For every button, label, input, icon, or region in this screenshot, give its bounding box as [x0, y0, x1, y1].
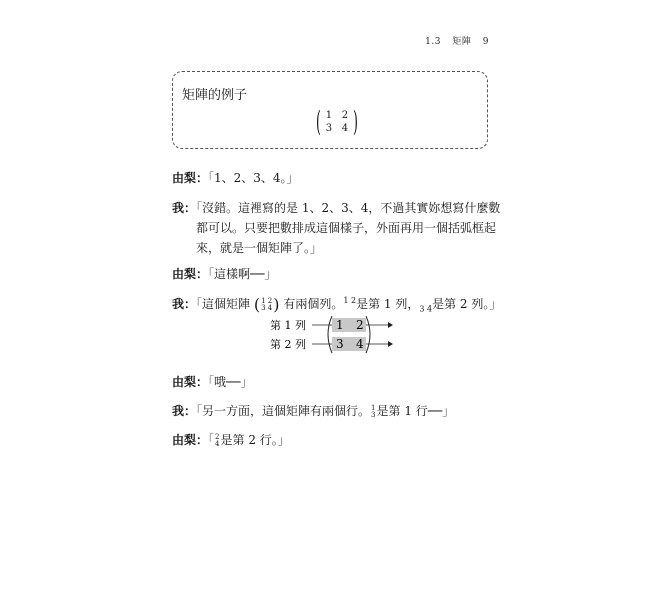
column-vector: 2 4: [215, 432, 220, 448]
left-paren: (: [316, 105, 321, 138]
row2-arrowhead: [388, 341, 393, 347]
left-paren: [328, 316, 332, 353]
matrix-cell: 3: [325, 123, 333, 134]
right-paren: [366, 316, 370, 353]
row-vector: 3 4: [419, 304, 433, 314]
dialogue-text: 是第 1 列，: [356, 297, 420, 311]
dialogue-text: 「: [208, 433, 215, 447]
dialogue-text: 「哦──」: [208, 375, 253, 389]
row2-label: 第 2 列: [270, 338, 306, 351]
dialogue-text: 「另一方面，這個矩陣有兩個行。: [196, 404, 371, 418]
row1-label: 第 1 列: [270, 319, 306, 332]
dialogue-line: [172, 372, 252, 392]
row-vector: 1 2: [343, 296, 357, 305]
cell: 2: [356, 318, 364, 332]
dialogue-text: 「沒錯。這裡寫的是 1、2、3、4，不過其實妳想寫什麼數: [196, 201, 501, 215]
dialogue-continuation: 來，就是一個矩陣了。」: [196, 241, 323, 255]
dialogue-line: [172, 264, 276, 284]
dialogue-continuation: 都可以。只要把數排成這個樣子，外面再用一個括弧框起: [196, 221, 497, 235]
speaker: 我：: [172, 404, 197, 418]
example-matrix: [313, 105, 361, 138]
matrix-cell: 4: [341, 123, 349, 134]
running-header: [417, 34, 489, 47]
right-paren: ): [352, 105, 358, 138]
matrix-cell: 1: [325, 110, 333, 121]
section-title: 矩陣: [452, 37, 472, 47]
cell: 4: [356, 337, 364, 351]
column-vector: 1 3: [371, 403, 376, 419]
dialogue-text: 「這個矩陣: [196, 297, 251, 311]
dialogue-line: [172, 430, 290, 450]
dialogue-text: 是第 2 行。」: [220, 433, 290, 447]
speaker: 由梨：: [172, 171, 209, 185]
example-box: [172, 71, 488, 149]
speaker: 由梨：: [172, 375, 209, 389]
row-diagram: [270, 316, 400, 356]
cell: 1: [336, 318, 344, 332]
inline-matrix: ( 1 2 3 4 ): [253, 294, 280, 314]
dialogue-text: 「這樣啊──」: [208, 267, 277, 281]
dialogue-text: 有兩個列。: [283, 297, 344, 311]
dialogue-line: [172, 168, 299, 188]
speaker: 我：: [172, 201, 197, 215]
section-number: 1.3: [425, 37, 441, 47]
dialogue-text: 「1、2、3、4。」: [208, 171, 299, 185]
page-number: 9: [482, 37, 489, 47]
cell: 3: [336, 337, 344, 351]
speaker: 由梨：: [172, 267, 209, 281]
example-box-title: 矩陣的例子: [182, 88, 248, 103]
speaker: 由梨：: [172, 433, 209, 447]
matrix-cell: 2: [341, 110, 349, 121]
speaker: 我：: [172, 297, 197, 311]
row1-arrowhead: [388, 322, 393, 328]
dialogue-line: [172, 198, 500, 218]
dialogue-text: 是第 2 列。」: [432, 297, 502, 311]
dialogue-text: 是第 1 行──」: [376, 404, 455, 418]
dialogue-line: [172, 401, 454, 421]
